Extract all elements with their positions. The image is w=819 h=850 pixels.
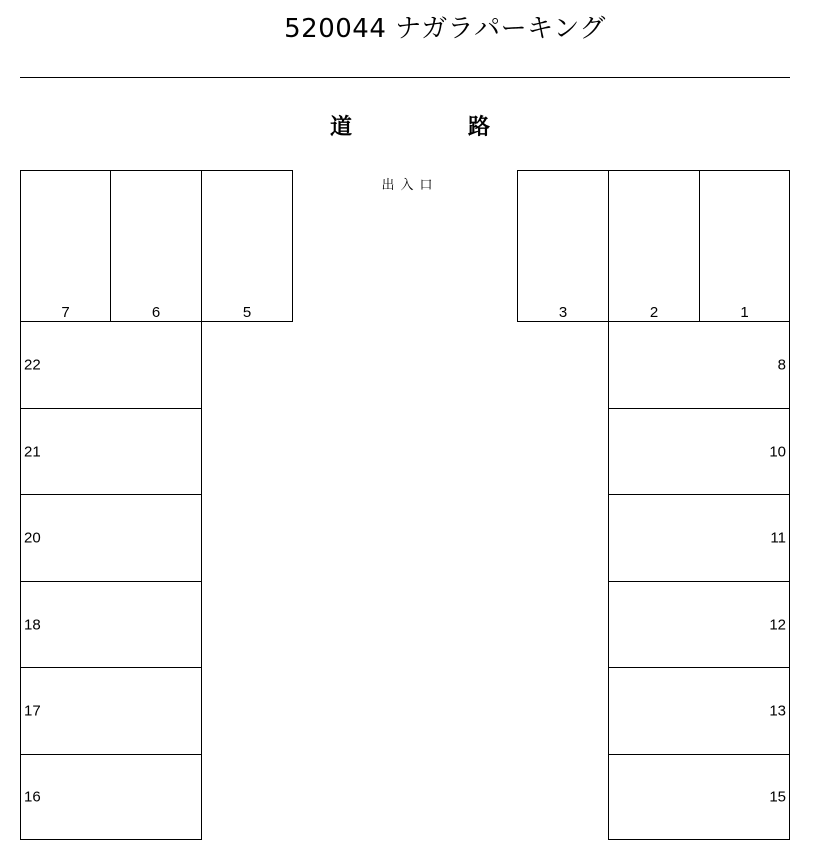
space-number: 11 xyxy=(770,529,786,547)
space-number: 16 xyxy=(24,788,41,806)
space-number: 22 xyxy=(24,356,41,374)
parking-space-6 xyxy=(110,170,202,322)
road-char-2: 路 xyxy=(467,115,490,140)
parking-space-7 xyxy=(20,170,111,322)
space-number: 13 xyxy=(769,702,786,720)
parking-space-18 xyxy=(20,581,202,668)
road-label xyxy=(330,110,490,141)
parking-space-11 xyxy=(608,494,790,582)
space-number: 5 xyxy=(242,304,252,321)
space-number: 6 xyxy=(151,304,161,321)
parking-space-8 xyxy=(608,321,790,409)
parking-space-16 xyxy=(20,754,202,840)
entrance-label: 出入口 xyxy=(381,178,439,193)
parking-space-20 xyxy=(20,494,202,582)
space-number: 10 xyxy=(769,443,786,460)
space-number: 3 xyxy=(558,304,568,321)
space-number: 1 xyxy=(740,304,749,321)
parking-space-12 xyxy=(608,581,790,668)
space-number: 7 xyxy=(61,304,70,321)
space-number: 15 xyxy=(769,788,786,806)
space-number: 12 xyxy=(769,616,786,633)
parking-space-3 xyxy=(517,170,609,322)
parking-space-5 xyxy=(201,170,293,322)
space-number: 17 xyxy=(24,702,41,720)
space-number: 8 xyxy=(777,356,786,374)
parking-space-17 xyxy=(20,667,202,755)
space-number: 2 xyxy=(649,304,659,321)
space-number: 20 xyxy=(24,529,41,547)
parking-space-15 xyxy=(608,754,790,840)
parking-space-13 xyxy=(608,667,790,755)
space-number: 18 xyxy=(24,616,41,633)
parking-space-1 xyxy=(699,170,790,322)
parking-space-21 xyxy=(20,408,202,495)
page-title: 520044 ナガラパーキング xyxy=(284,14,606,44)
space-number: 21 xyxy=(24,443,41,460)
parking-space-10 xyxy=(608,408,790,495)
parking-space-2 xyxy=(608,170,700,322)
road-boundary-line xyxy=(20,77,790,78)
parking-space-22 xyxy=(20,321,202,409)
road-char-1: 道 xyxy=(330,115,353,140)
